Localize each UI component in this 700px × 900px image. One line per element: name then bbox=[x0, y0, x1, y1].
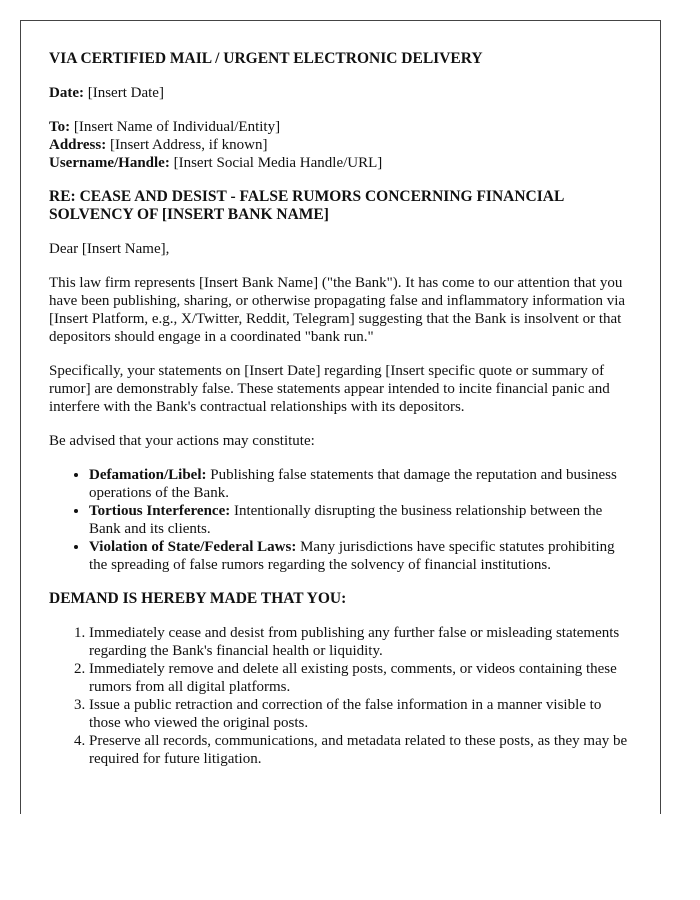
subject-line: RE: CEASE AND DESIST - FALSE RUMORS CONCERNING FINANCIAL SOLVENCY OF [INSERT BANK NAME] bbox=[49, 188, 564, 223]
body-paragraph: This law firm represents [Insert Bank Name] ("the Bank"). It has come to our attention that you have been publishing, sharing, or otherwise propagating false and inflammatory information via [Insert Platform, e.g., X/Twitter, Reddit, Telegram] suggesting that the Bank is insolvent or that depositors should engage in a coordinated "bank run." bbox=[49, 275, 626, 345]
list-item: 3. Issue a public retraction and correction of the false information in a manner visible to those who viewed the original posts. bbox=[89, 696, 632, 732]
list-item: • Violation of State/Federal Laws: Many jurisdictions have specific statutes prohibiting the spreading of false rumors regarding the solvency of financial institutions. bbox=[89, 538, 632, 574]
list-item: • Tortious Interference: Intentionally disrupting the business relationship between the Bank and its clients. bbox=[89, 502, 632, 538]
list-item: 1. Immediately cease and desist from publishing any further false or misleading statements regarding the Bank's financial health or liquidity. bbox=[89, 624, 632, 660]
delivery-heading: VIA CERTIFIED MAIL / URGENT ELECTRONIC DELIVERY bbox=[49, 50, 483, 67]
date-line: Date: [Insert Date] bbox=[49, 85, 164, 101]
salutation: Dear [Insert Name], bbox=[49, 241, 170, 257]
list-item: 2. Immediately remove and delete all existing posts, comments, or videos containing these rumors from all digital platforms. bbox=[89, 660, 632, 696]
body-paragraph: Be advised that your actions may constitute: bbox=[49, 433, 315, 449]
list-item: • Defamation/Libel: Publishing false statements that damage the reputation and business operations of the Bank. bbox=[89, 466, 632, 502]
violations-list bbox=[49, 466, 632, 574]
demand-heading: DEMAND IS HEREBY MADE THAT YOU: bbox=[49, 590, 347, 607]
recipient-block: To: [Insert Name of Individual/Entity] Address: [Insert Address, if known] Username/Handle: [Insert Social Media Handle/URL] bbox=[49, 119, 383, 171]
list-item: 4. Preserve all records, communications, and metadata related to these posts, as they may be required for future litigation. bbox=[89, 732, 632, 768]
letter-page bbox=[20, 20, 661, 814]
body-paragraph: Specifically, your statements on [Insert Date] regarding [Insert specific quote or summary of rumor] are demonstrably false. These statements appear intended to incite financial panic and interfere with the Bank's contractual relationships with its depositors. bbox=[49, 363, 610, 415]
demands-list bbox=[49, 624, 632, 768]
